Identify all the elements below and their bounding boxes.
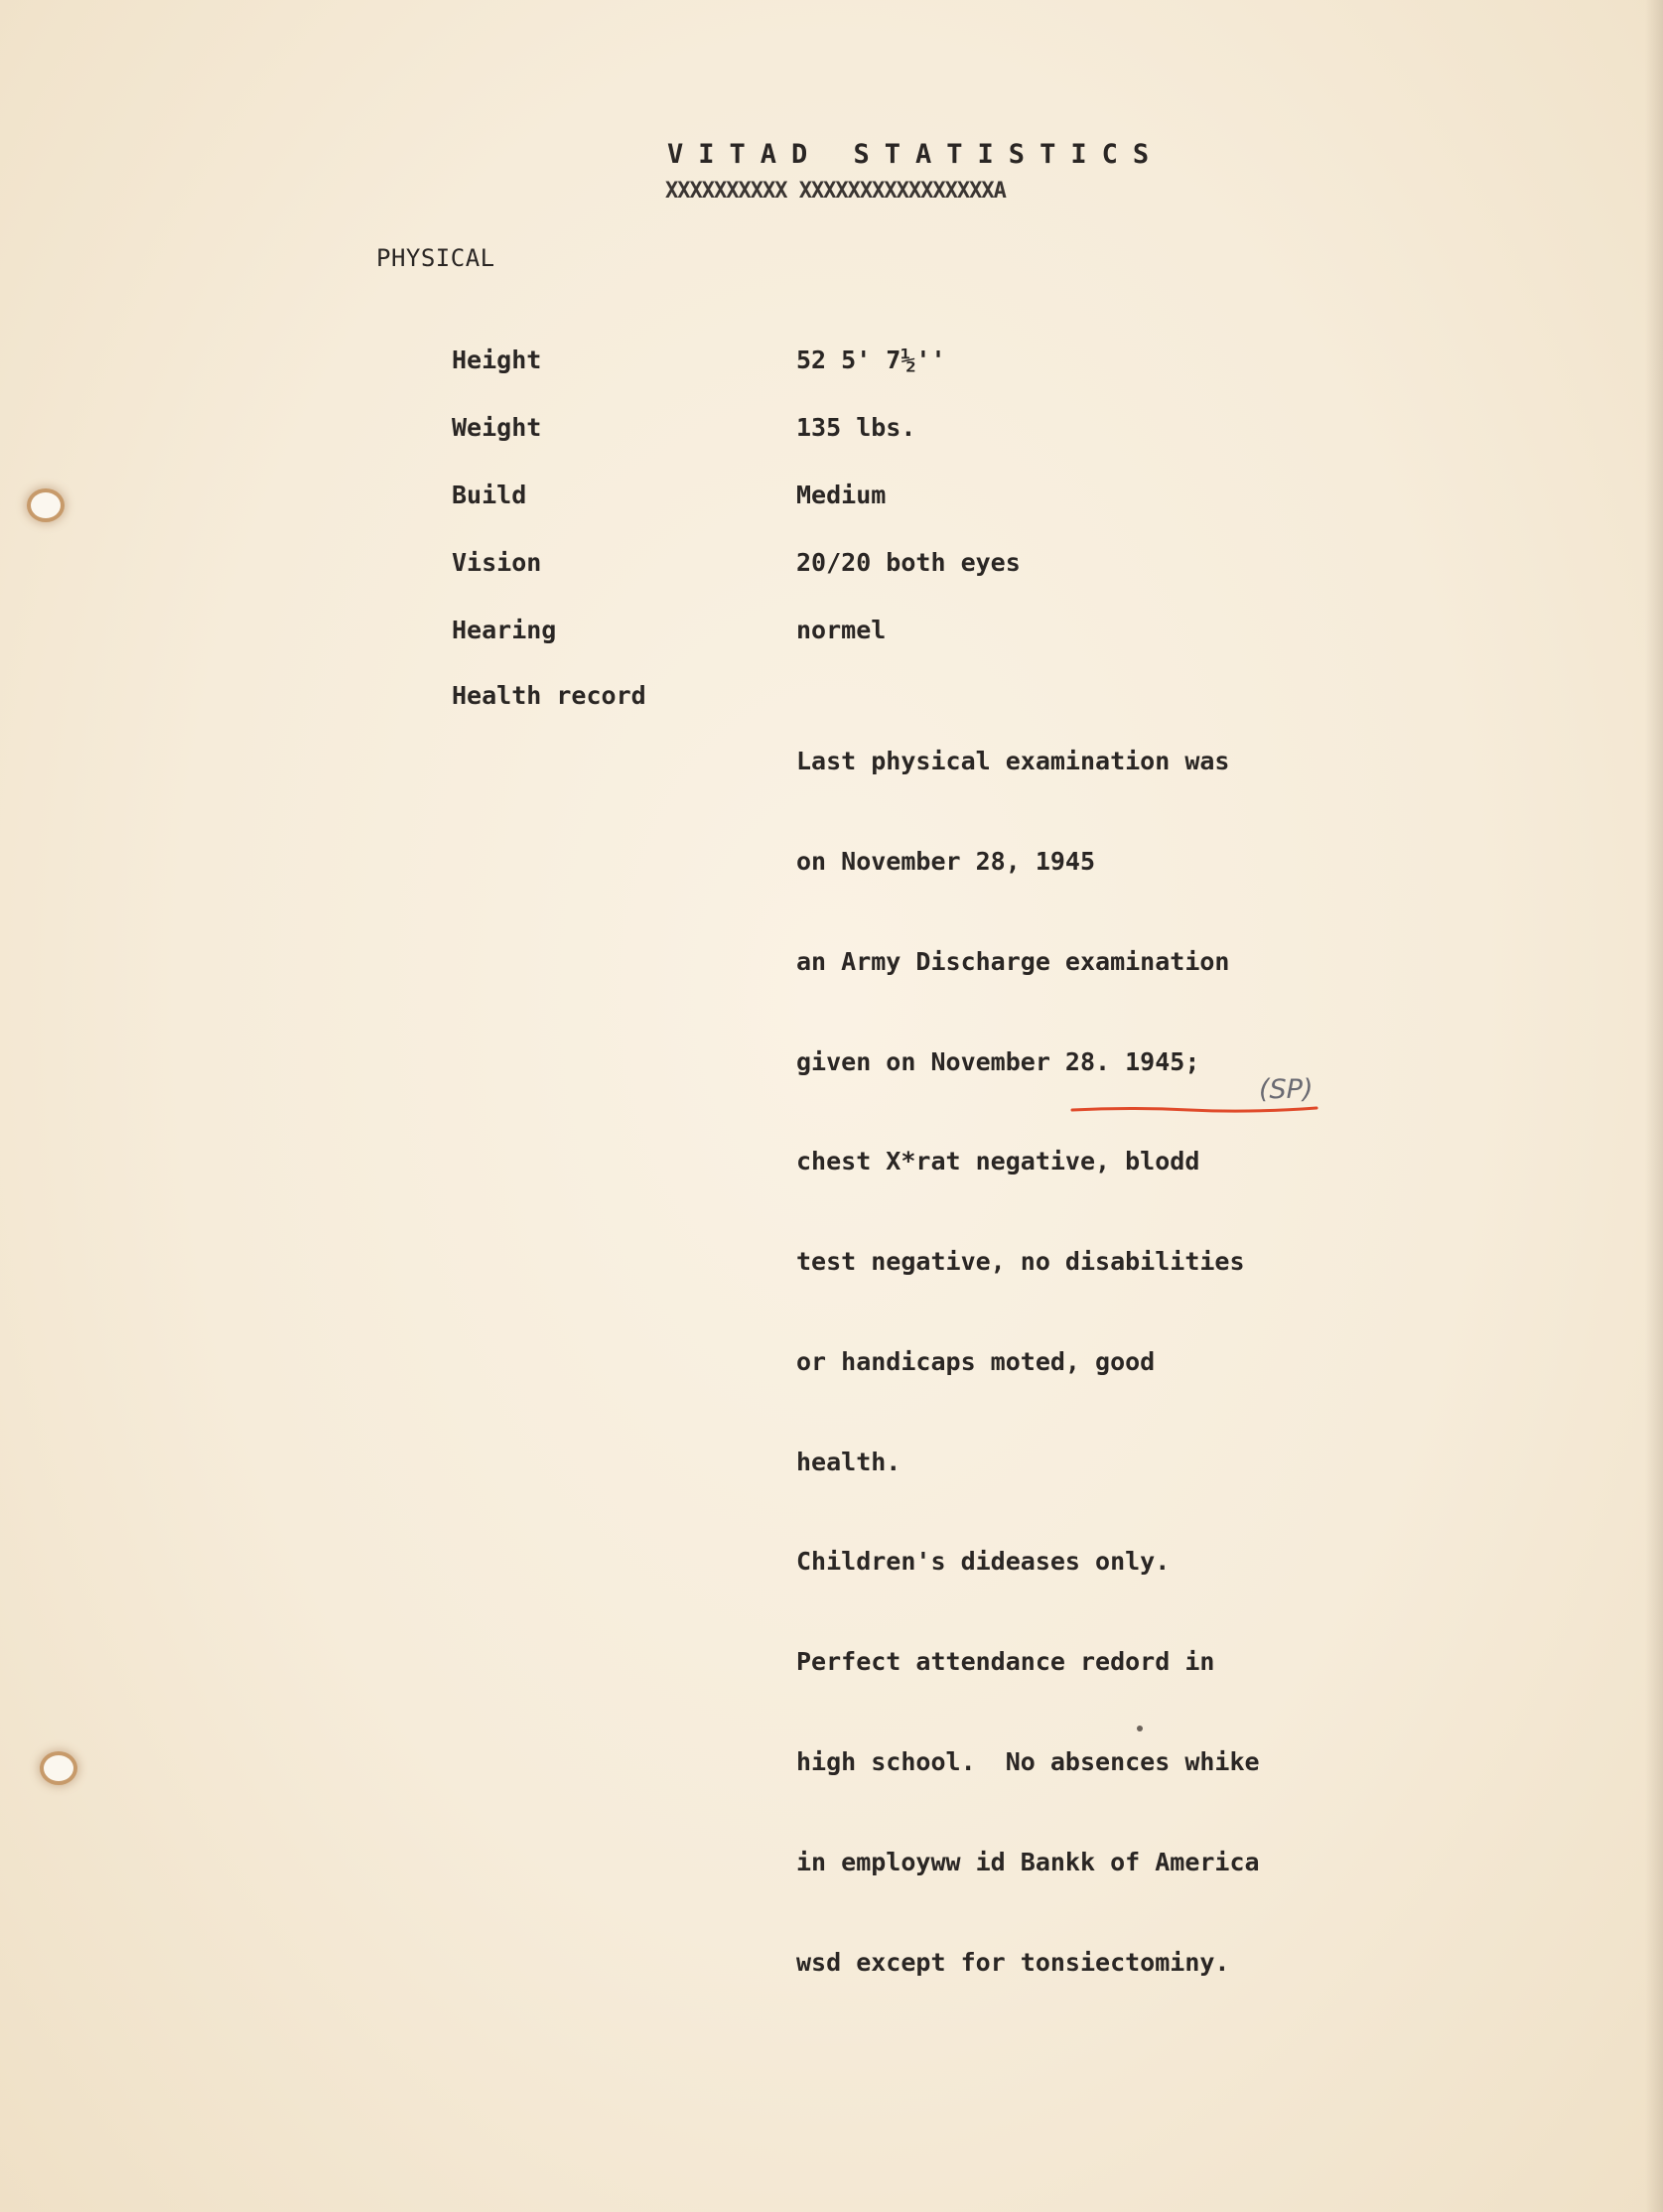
field-label-vision: Vision [452, 548, 542, 577]
field-value-hearing: normel [796, 616, 887, 644]
health-record-line: high school. No absences whike [796, 1747, 1260, 1776]
health-record-line: Children's dideases only. [796, 1547, 1171, 1577]
field-value-height: 52 5' 7½'' [796, 346, 946, 374]
field-label-build: Build [452, 481, 527, 509]
health-record-line: health. [796, 1447, 901, 1476]
page-edge-shadow [1645, 0, 1663, 2212]
field-label-hearing: Hearing [452, 616, 557, 644]
field-value-weight: 135 lbs. [796, 413, 916, 442]
field-value-vision: 20/20 both eyes [796, 548, 1021, 577]
field-label-height: Height [452, 346, 542, 374]
health-record-line: chest X*rat negative, blodd [796, 1147, 1200, 1176]
section-heading-physical: PHYSICAL [376, 244, 495, 272]
paper-speck [1137, 1726, 1143, 1731]
punch-hole-top [31, 492, 61, 518]
punch-hole-bottom [44, 1755, 73, 1781]
field-label-weight: Weight [452, 413, 542, 442]
struck-through-subtitle: XXXXXXXXXX XXXXXXXXXXXXXXXXA [665, 179, 1006, 204]
health-record-line: wsd except for tonsiectominy. [796, 1947, 1230, 1977]
health-record-line: test negative, no disabilities [796, 1247, 1245, 1277]
health-record-line: or handicaps moted, good [796, 1346, 1156, 1376]
health-record-line: in employww id Bankk of America [796, 1847, 1260, 1876]
field-label-health-record: Health record [452, 681, 646, 710]
document-title: VITAD STATISTICS [667, 139, 1165, 170]
health-record-line: given on November 28. 1945; [796, 1046, 1200, 1076]
field-value-build: Medium [796, 481, 887, 509]
health-record-line: an Army Discharge examination [796, 946, 1230, 976]
health-record-line: Last physical examination was [796, 747, 1230, 776]
health-record-text [796, 678, 1260, 2045]
health-record-line: on November 28, 1945 [796, 846, 1096, 876]
health-record-line: Perfect attendance redord in [796, 1647, 1215, 1677]
handwritten-margin-note: (SP) [1259, 1074, 1314, 1105]
red-pencil-underline [1070, 1104, 1318, 1114]
